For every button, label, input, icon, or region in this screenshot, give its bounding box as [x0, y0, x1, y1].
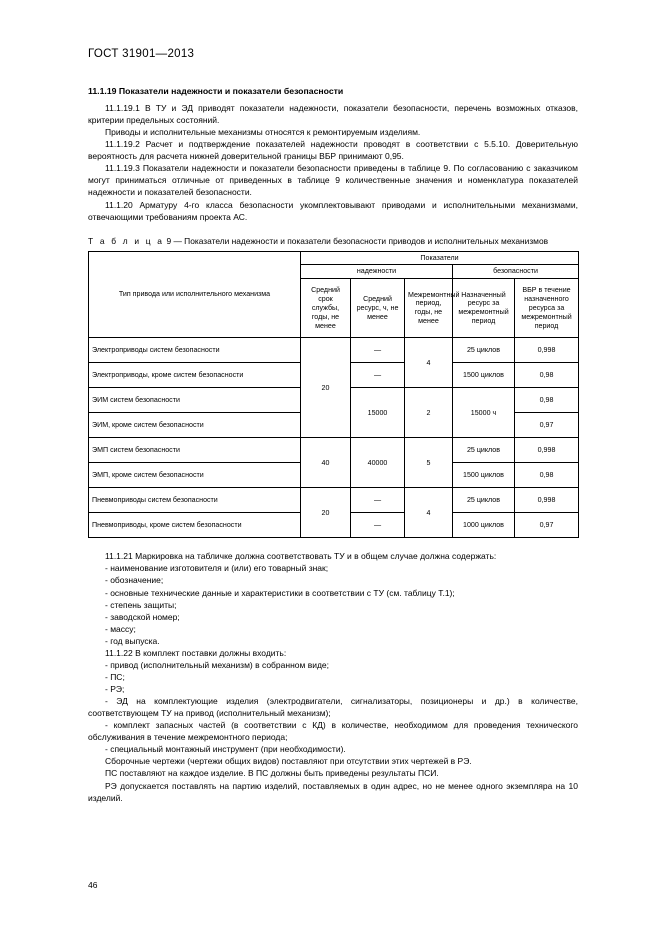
table-caption	[88, 236, 578, 246]
cell-mean-resource: 15000	[351, 388, 405, 438]
reliability-safety-table	[88, 251, 579, 539]
cell-service-life: 20	[301, 488, 351, 538]
cell-mean-resource: —	[351, 363, 405, 388]
paragraph-ed-components: - ЭД на комплектующие изделия (электродвигатели, сигнализаторы, позиционеры и др.) в количестве, соответствующем ТУ на привод (исполнительный механизм);	[88, 696, 578, 719]
cell-probability: 0,98	[515, 363, 579, 388]
page-header: ГОСТ 31901—2013	[88, 48, 195, 60]
line-11-1-22: 11.1.22 В комплект поставки должны входить:	[105, 647, 287, 658]
paragraph-11-1-19-1: 11.1.19.1 В ТУ и ЭД приводят показатели надежности, показатели безопасности, перечень возможных отказов, критерии предельных состояний.	[88, 103, 578, 126]
header-assigned-resource: Назначенный ресурс за межремонтный период	[453, 279, 515, 338]
cell-overhaul-interval: 4	[405, 488, 453, 538]
table-row	[89, 488, 579, 513]
table-caption-text: 9 — Показатели надежности и показатели безопасности приводов и исполнительных механизмов	[166, 235, 549, 246]
line-11-1-21: 11.1.21 Маркировка на табличке должна соответствовать ТУ и в общем случае должна содержать:	[105, 551, 497, 562]
row-name: Электроприводы систем безопасности	[89, 338, 301, 363]
header-mean-resource: Средний ресурс, ч, не менее	[351, 279, 405, 338]
header-group-indicators: Показатели	[301, 251, 579, 265]
cell-probability: 0,97	[515, 413, 579, 438]
cell-probability: 0,998	[515, 488, 579, 513]
cell-overhaul-interval: 4	[405, 338, 453, 388]
row-name: Электроприводы, кроме систем безопасности	[89, 363, 301, 388]
list-item: - основные технические данные и характеристики в соответствии с ТУ (см. таблицу Т.1);	[105, 587, 455, 598]
page-number: 46	[88, 880, 98, 890]
paragraph-ps-delivery: ПС поставляют на каждое изделие. В ПС должны быть приведены результаты ПСИ.	[105, 768, 439, 779]
cell-probability: 0,998	[515, 338, 579, 363]
cell-assigned-resource: 25 циклов	[453, 438, 515, 463]
cell-assigned-resource: 1000 циклов	[453, 513, 515, 538]
paragraph-assembly-drawings: Сборочные чертежи (чертежи общих видов) поставляют при отсутствии этих чертежей в РЭ.	[105, 756, 472, 767]
cell-overhaul-interval: 5	[405, 438, 453, 488]
list-item: - год выпуска.	[105, 635, 160, 646]
section-title: 11.1.19 Показатели надежности и показатели безопасности	[88, 86, 344, 96]
list-item: - РЭ;	[105, 684, 125, 695]
cell-probability: 0,97	[515, 513, 579, 538]
table-header-row-1	[89, 251, 579, 265]
list-item: - ПС;	[105, 671, 125, 682]
paragraph-11-1-19-3: 11.1.19.3 Показатели надежности и показатели безопасности приведены в таблице 9. По согласованию с заказчиком могут приниматься отличные от приведенных в таблице 9 количественные значения и номенклатура показателей надежности и показателей безопасности.	[88, 163, 578, 198]
table-row	[89, 338, 579, 363]
header-group-safety: безопасности	[453, 265, 579, 279]
list-item: - заводской номер;	[105, 611, 180, 622]
cell-assigned-resource: 25 циклов	[453, 338, 515, 363]
row-name: ЭМП систем безопасности	[89, 438, 301, 463]
cell-probability: 0,98	[515, 388, 579, 413]
header-type: Тип привода или исполнительного механизма	[89, 251, 301, 338]
cell-assigned-resource: 1500 циклов	[453, 363, 515, 388]
row-name: Пневмоприводы систем безопасности	[89, 488, 301, 513]
header-probability: ВБР в течение назначенного ресурса за межремонтный период	[515, 279, 579, 338]
cell-probability: 0,98	[515, 463, 579, 488]
cell-service-life: 20	[301, 338, 351, 438]
cell-mean-resource: 40000	[351, 438, 405, 488]
cell-assigned-resource: 15000 ч	[453, 388, 515, 438]
paragraph-spare-parts: - комплект запасных частей (в соответствии с КД) в количестве, необходимом для проведения технического обслуживания в течение межремонтного периода;	[88, 720, 578, 743]
header-service-life: Средний срок службы, годы, не менее	[301, 279, 351, 338]
paragraph-repairable: Приводы и исполнительные механизмы относятся к ремонтируемым изделиям.	[105, 127, 421, 138]
list-item: - степень защиты;	[105, 599, 177, 610]
header-overhaul-interval: Межремонтный период, годы, не менее	[405, 279, 453, 338]
row-name: Пневмоприводы, кроме систем безопасности	[89, 513, 301, 538]
cell-assigned-resource: 1500 циклов	[453, 463, 515, 488]
row-name: ЭИМ, кроме систем безопасности	[89, 413, 301, 438]
paragraph-11-1-20: 11.1.20 Арматуру 4-го класса безопасности укомплектовывают приводами и исполнительными механизмами, отвечающими требованиям проекта АС.	[88, 199, 578, 222]
cell-mean-resource: —	[351, 513, 405, 538]
cell-mean-resource: —	[351, 338, 405, 363]
page-content	[88, 86, 578, 804]
list-item: - массу;	[105, 623, 136, 634]
after-table-block	[88, 550, 578, 803]
cell-service-life: 40	[301, 438, 351, 488]
cell-assigned-resource: 25 циклов	[453, 488, 515, 513]
row-name: ЭМП, кроме систем безопасности	[89, 463, 301, 488]
list-item: - наименование изготовителя и (или) его товарный знак;	[105, 563, 329, 574]
paragraph-mounting-tools: - специальный монтажный инструмент (при необходимости).	[105, 744, 346, 755]
row-name: ЭИМ систем безопасности	[89, 388, 301, 413]
table-caption-label: Т а б л и ц а	[88, 235, 165, 246]
paragraph-re-delivery: РЭ допускается поставлять на партию изделий, поставляемых в один адрес, но не менее одного экземпляра на 10 изделий.	[88, 780, 578, 803]
list-item: - обозначение;	[105, 575, 164, 586]
header-group-reliability: надежности	[301, 265, 453, 279]
paragraph-11-1-19-2: 11.1.19.2 Расчет и подтверждение показателей надежности проводят в соответствии с 5.5.10. Доверительную вероятность для расчета нижней доверительной границы ВБР принимают 0,95.	[88, 139, 578, 162]
cell-mean-resource: —	[351, 488, 405, 513]
cell-probability: 0,998	[515, 438, 579, 463]
cell-overhaul-interval: 2	[405, 388, 453, 438]
list-item: - привод (исполнительный механизм) в собранном виде;	[105, 659, 330, 670]
table-row	[89, 438, 579, 463]
